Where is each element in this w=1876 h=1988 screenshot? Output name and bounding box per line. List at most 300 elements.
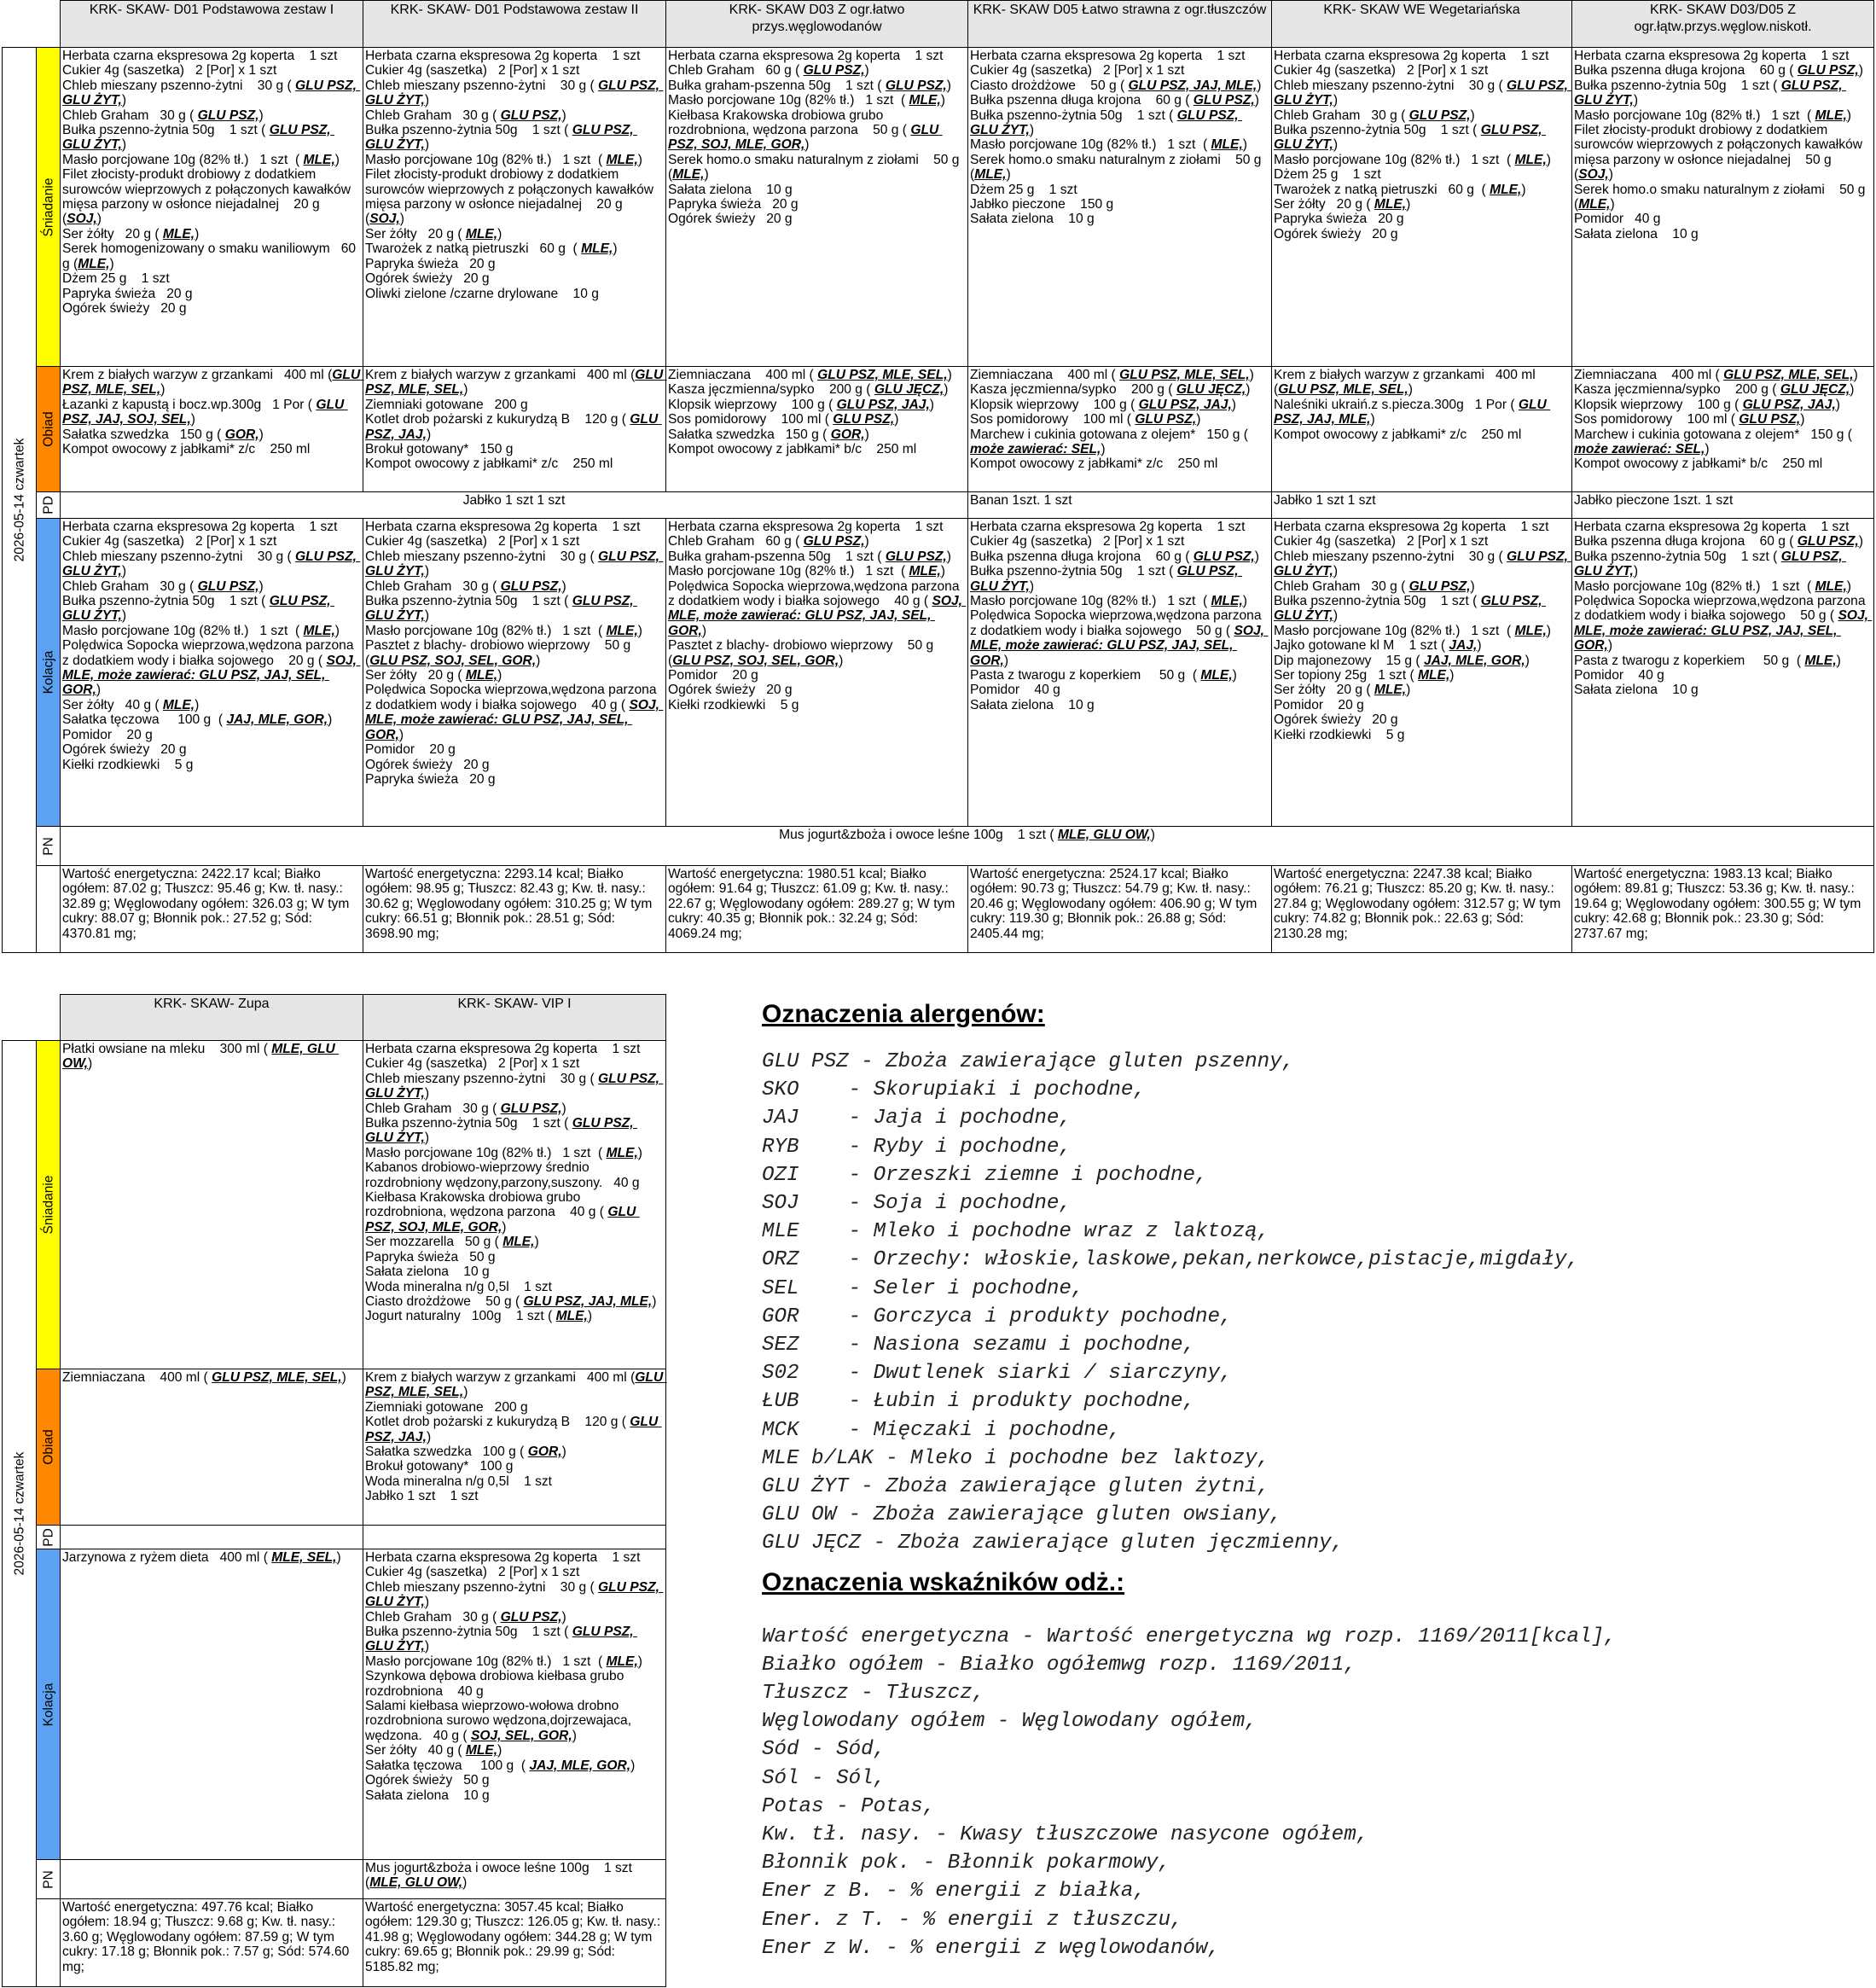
menu-item — [1274, 212, 1570, 226]
menu-item-text: Herbata czarna ekspresowa 2g koperta 1 szt — [62, 49, 338, 63]
allergen-codes: SOJ, MLE, może zawierać: GLU PSZ, JAJ, SEL, GOR, — [668, 594, 967, 638]
menu-item-text: Masło porcjowane 10g (82% tł.) 1 szt ( — [365, 623, 607, 638]
menu-item-text: Szynkowa dębowa drobiowa kiełbasa grubo rozdrobniona 40 g — [365, 1669, 628, 1699]
menu-item — [62, 828, 1872, 842]
menu-item-text: Masło porcjowane 10g (82% tł.) 1 szt ( — [1574, 108, 1815, 123]
legend-line: GLU PSZ - Zboża zawierające gluten pszenny, — [762, 1050, 1295, 1073]
allergen-codes: MLE, — [1578, 197, 1611, 212]
menu-item-suffix: ) — [940, 564, 945, 579]
menu-item-text: Serek homo.o smaku naturalnym z ziołami 50 g ( — [1574, 182, 1869, 212]
menu-item — [1574, 668, 1872, 683]
menu-item-text: Brokuł gotowany* 100 g — [365, 1459, 514, 1474]
menu-item-suffix: ) — [637, 623, 642, 638]
menu-item-text: Bułka pszenno-żytnia 50g 1 szt ( — [1274, 123, 1481, 138]
menu-item-text: Ogórek świeży 20 g — [62, 742, 187, 758]
menu-item — [1574, 683, 1872, 697]
menu-item — [1274, 78, 1570, 108]
allergen-codes: MLE, — [465, 1743, 498, 1758]
menu-item-text: Polędwica Sopocka wieprzowa,wędzona parzona z dodatkiem wody i białka sojowego 50 g ( — [1574, 594, 1869, 624]
allergen-codes: GLU PSZ, — [500, 1609, 562, 1625]
allergen-codes: GLU PSZ, JAJ, — [1138, 397, 1232, 412]
menu-item-text: Masło porcjowane 10g (82% tł.) 1 szt ( — [668, 564, 909, 579]
menu-item-text: Herbata czarna ekspresowa 2g koperta 1 szt — [365, 520, 641, 534]
menu-item — [970, 183, 1269, 197]
menu-item — [1274, 683, 1570, 697]
menu-item-text: Chleb mieszany pszenno-żytni 30 g ( — [365, 549, 599, 564]
menu-item — [1274, 549, 1570, 579]
menu-item-text: Ogórek świeży 50 g — [365, 1773, 490, 1788]
legend-line: Wartość energetyczna - Wartość energetyczna wg rozp. 1169/2011[kcal], — [762, 1625, 1617, 1648]
menu-item — [365, 1235, 664, 1249]
menu-item-text: Ser żółty 20 g ( — [365, 226, 466, 241]
meal-label-snack — [37, 492, 61, 519]
meal-cell — [666, 367, 968, 492]
menu-item — [1274, 534, 1570, 549]
menu-item-suffix: ) — [561, 578, 566, 594]
meal-cell — [968, 519, 1272, 827]
menu-item-suffix: ) — [1231, 397, 1236, 412]
menu-item — [365, 49, 664, 63]
nutrition-cell: Wartość energetyczna: 1980.51 kcal; Białko ogółem: 91.64 g; Tłuszcz: 61.09 g; Kw. tł. nasy.: 22.67 g; Węglowodany ogółem: 289.27 g; W tym cukry: 40.35 g; Błonnik pok.: 32.24 g; Sód: 4069.24 mg; — [666, 866, 968, 953]
menu-item — [1274, 108, 1570, 123]
allergen-codes: może zawierać: SEL, — [1574, 442, 1705, 457]
menu-item-suffix: ) — [1858, 534, 1863, 549]
menu-item-suffix: ) — [426, 1429, 432, 1444]
menu-item-suffix: ) — [1449, 668, 1455, 683]
menu-item-suffix: ) — [160, 382, 166, 398]
menu-item — [62, 153, 361, 167]
menu-item-text: Naleśniki ukraiń.z s.piecza.300g 1 Por ( — [1274, 397, 1519, 412]
menu-item — [365, 398, 664, 412]
menu-item-text: Woda mineralna n/g 0,5l 1 szt — [365, 1474, 553, 1489]
menu-item-suffix: ) — [1249, 368, 1254, 382]
menu-item-suffix: ) — [1406, 683, 1411, 698]
menu-item-text: Polędwica Sopocka wieprzowa,wędzona parzona z dodatkiem wody i białka sojowego 40 g ( — [668, 578, 963, 609]
menu-item-text: Bułka pszenna długa krojona 60 g ( — [970, 549, 1194, 564]
menu-item — [62, 534, 361, 549]
menu-item — [62, 758, 361, 772]
menu-item-text: Ogórek świeży 20 g — [1274, 226, 1398, 241]
menu-item-suffix: ) — [424, 137, 430, 153]
menu-item — [62, 579, 361, 594]
menu-item-suffix: ) — [1608, 167, 1613, 183]
menu-item — [62, 287, 361, 301]
menu-item-text: Kotlet drob pożarski z kukurydzą B 120 g ( — [365, 1415, 630, 1430]
diet-header: KRK- SKAW D05 Łatwo strawna z ogr.tłuszczów — [968, 1, 1272, 48]
menu-item-suffix: ) — [1850, 382, 1855, 398]
menu-item-text: Masło porcjowane 10g (82% tł.) 1 szt ( — [365, 1145, 607, 1160]
menu-item — [668, 197, 966, 212]
allergen-codes: GLU PSZ, GLU ŻYT, — [1574, 549, 1846, 579]
menu-item-text: Filet złocisty-produkt drobiowy z dodatkiem surowców wieprzowych z połączonych kawałków mięsa parzony w osłonce niejadalnej 20 g ( — [365, 167, 658, 227]
menu-item — [1274, 398, 1570, 427]
meal-cell — [968, 367, 1272, 492]
menu-item — [365, 1743, 664, 1758]
allergen-codes: MLE, — [465, 668, 498, 683]
menu-item-suffix: ) — [1196, 412, 1201, 427]
menu-item-text: Sałata zielona 10 g — [365, 1787, 490, 1803]
menu-item-suffix: ) — [1333, 137, 1339, 153]
menu-item — [668, 63, 966, 78]
menu-item — [365, 668, 664, 683]
menu-item-text: Chleb Graham 30 g ( — [365, 108, 501, 123]
menu-item — [970, 78, 1269, 93]
menu-item-suffix: ) — [88, 1056, 93, 1072]
menu-item — [62, 624, 361, 638]
menu-item — [365, 1056, 664, 1071]
menu-item — [668, 579, 966, 639]
meal-cell — [666, 519, 968, 827]
allergen-codes: MLE, — [1815, 578, 1847, 594]
menu-item — [1274, 227, 1570, 241]
blank-label — [37, 866, 61, 953]
menu-item-text: Łazanki z kapustą i bocz.wp.300g 1 Por ( — [62, 397, 317, 412]
menu-item-text: Ser żółty 20 g ( — [1274, 683, 1374, 698]
legend-line: MLE b/LAK - Mleko i pochodne bez laktozy, — [762, 1446, 1270, 1470]
menu-item-text: Chleb mieszany pszenno-żytni 30 g ( — [365, 1071, 599, 1086]
meal-cell — [1572, 367, 1874, 492]
menu-item-suffix: ) — [864, 534, 869, 549]
menu-item — [970, 398, 1269, 412]
menu-item-text: Sos pomidorowy 100 ml ( — [970, 412, 1135, 427]
menu-item-text: Twarożek z natką pietruszki 60 g ( — [1274, 182, 1490, 197]
menu-item-text: Sos pomidorowy 100 ml ( — [668, 412, 833, 427]
legend-line: S02 - Dwutlenek siarki / siarczyny, — [762, 1362, 1233, 1386]
menu-item-suffix: ) — [1408, 382, 1413, 398]
menu-item — [1274, 368, 1570, 398]
menu-item-suffix: ) — [399, 212, 404, 227]
corner-blank — [37, 995, 61, 1041]
menu-item — [365, 63, 664, 78]
menu-item — [970, 534, 1269, 549]
menu-item — [668, 442, 966, 456]
menu-item — [668, 398, 966, 412]
menu-item-suffix: ) — [1607, 638, 1613, 654]
menu-item-text: Cukier 4g (saszetka) 2 [Por] x 1 szt — [365, 1565, 580, 1580]
menu-item — [365, 1415, 664, 1444]
menu-item-text: Ciasto drożdżowe 50 g ( — [365, 1293, 524, 1309]
menu-item-text: Sałatka tęczowa 100 g ( — [62, 712, 227, 728]
allergen-codes: MLE, — [78, 256, 110, 271]
menu-item-text: Sałatka szwedzka 150 g ( — [62, 427, 225, 442]
menu-item-suffix: ) — [947, 368, 952, 382]
allergen-codes: GLU PSZ, GLU ŻYT, — [1274, 594, 1546, 624]
allergen-codes: MLE, — [1418, 668, 1450, 683]
menu-item-text: Kasza jęczmienna/sypko 200 g ( — [970, 382, 1176, 398]
menu-item — [62, 1042, 361, 1072]
menu-item — [365, 638, 664, 668]
menu-item-text: Papryka świeża 20 g — [365, 771, 496, 787]
menu-table-main — [2, 0, 1874, 953]
allergen-codes: MLE, — [555, 1309, 588, 1324]
menu-item-suffix: ) — [1246, 382, 1251, 398]
menu-item-text: Sałata zielona 10 g — [970, 697, 1095, 712]
menu-item-text: Cukier 4g (saszetka) 2 [Por] x 1 szt — [365, 1056, 580, 1072]
allergen-codes: GLU PSZ, — [1739, 412, 1801, 427]
legend-line: Węglowodany ogółem - Węglowodany ogółem, — [762, 1710, 1257, 1734]
legend-line: Białko ogółem - Białko ogółemwg rozp. 1169/2011, — [762, 1653, 1356, 1677]
menu-item-text: Pomidor 40 g — [1574, 668, 1664, 683]
menu-item-text: Masło porcjowane 10g (82% tł.) 1 szt ( — [668, 93, 909, 108]
menu-item-text: Sos pomidorowy 100 ml ( — [1574, 412, 1740, 427]
menu-item-text: Sałatka szwedzka 150 g ( — [668, 427, 831, 442]
allergen-codes: MLE, — [162, 226, 195, 241]
legend — [762, 998, 1871, 1962]
menu-item-suffix: ) — [637, 1654, 642, 1669]
menu-item — [365, 1699, 664, 1743]
menu-item-text: Salami kiełbasa wieprzowo-wołowa drobno rozdrobniona surowo wędzona,dojrzewajaca, wędzona. 40 g ( — [365, 1699, 636, 1743]
menu-item-text: Masło porcjowane 10g (82% tł.) 1 szt ( — [970, 137, 1211, 153]
menu-item — [62, 712, 361, 727]
menu-item-text: Cukier 4g (saszetka) 2 [Por] x 1 szt — [970, 63, 1185, 78]
allergen-codes: GLU PSZ, — [1797, 63, 1859, 78]
menu-item-text: Chleb Graham 60 g ( — [668, 63, 804, 78]
menu-item-text: Bułka pszenno-żytnia 50g 1 szt ( — [1274, 594, 1481, 609]
allergen-codes: MLE, — [1514, 623, 1547, 638]
menu-item-suffix: ) — [1800, 412, 1805, 427]
menu-item-text: Kasza jęczmienna/sypko 200 g ( — [1574, 382, 1780, 398]
menu-item-text: Herbata czarna ekspresowa 2g koperta 1 szt — [1274, 49, 1549, 63]
menu-item-text: Pasztet z blachy- drobiowo wieprzowy 50 g ( — [668, 638, 938, 668]
menu-item — [668, 212, 966, 226]
menu-item — [970, 520, 1269, 534]
allergen-codes: MLE, — [1804, 653, 1837, 668]
allergen-codes: GLU PSZ, MLE, SEL, — [817, 368, 948, 382]
nutrition-cell: Wartość energetyczna: 2247.38 kcal; Białko ogółem: 76.21 g; Tłuszcz: 85.20 g; Kw. tł. nasy.: 27.84 g; Węglowodany ogółem: 312.57 g; W tym cukry: 74.82 g; Błonnik pok.: 22.63 g; Sód: 2130.28 mg; — [1272, 866, 1572, 953]
allergen-codes: GLU PSZ, MLE, SEL, — [212, 1370, 342, 1385]
menu-item-text: Masło porcjowane 10g (82% tł.) 1 szt ( — [365, 1654, 607, 1669]
menu-item-suffix: ) — [561, 1609, 566, 1625]
menu-item — [668, 78, 966, 93]
menu-item-text: Ser żółty 20 g ( — [62, 226, 163, 241]
menu-item-text: Klopsik wieprzowy 100 g ( — [1574, 397, 1743, 412]
menu-item-text: Sałata zielona 10 g — [668, 182, 793, 197]
allergen-codes: GLU PSZ, SOJ, MLE, GOR, — [668, 123, 943, 153]
menu-item — [365, 368, 667, 398]
menu-item — [365, 1146, 664, 1160]
menu-item-text: Bułka pszenno-żytnia 50g 1 szt ( — [970, 564, 1177, 579]
snack-cell — [61, 1526, 363, 1549]
menu-item-text: Sałatka szwedzka 100 g ( — [365, 1444, 528, 1460]
menu-item-suffix: ) — [1254, 549, 1259, 564]
allergen-codes: GLU PSZ, GLU ŻYT, — [62, 123, 334, 153]
menu-item — [970, 153, 1269, 183]
menu-item-text: Herbata czarna ekspresowa 2g koperta 1 szt — [365, 1550, 641, 1565]
menu-item-text: Kompot owocowy z jabłkami* z/c 250 ml — [365, 456, 613, 472]
allergen-codes: GLU PSZ, — [1193, 549, 1255, 564]
diet-header: KRK- SKAW- Zupa — [61, 995, 363, 1041]
menu-item — [365, 1264, 664, 1279]
menu-item-text: Bułka pszenno-żytnia 50g 1 szt ( — [365, 1116, 572, 1131]
corner-blank — [3, 995, 37, 1041]
menu-item-suffix: ) — [1370, 412, 1375, 427]
menu-item — [365, 1250, 664, 1264]
allergen-codes: SOJ, — [1578, 167, 1609, 183]
menu-item — [970, 412, 1269, 427]
menu-item — [668, 183, 966, 197]
menu-item — [970, 683, 1269, 697]
meal-cell — [1272, 519, 1572, 827]
date-label: 2026-05-14 czwartek — [11, 1451, 26, 1576]
allergen-codes: GLU PSZ, JAJ, — [365, 1415, 662, 1444]
menu-item-suffix: ) — [1257, 78, 1262, 93]
meal-label-breakfast — [37, 1041, 61, 1369]
menu-item — [668, 412, 966, 427]
meal-cell — [363, 519, 666, 827]
menu-item — [365, 1474, 664, 1489]
menu-item-suffix: ) — [334, 623, 340, 638]
allergen-codes: GLU PSZ, GLU ŻYT, — [62, 594, 334, 624]
meal-label-text: PN — [40, 1869, 55, 1889]
menu-item — [365, 1489, 664, 1503]
menu-item-text: Ser żółty 40 g ( — [62, 697, 163, 712]
menu-item-suffix: ) — [424, 1086, 430, 1102]
diet-header: KRK- SKAW- D01 Podstawowa zestaw I — [61, 1, 363, 48]
menu-item — [970, 668, 1269, 683]
allergen-codes: GOR, — [527, 1444, 562, 1460]
menu-item-text: Krem z białych warzyw z grzankami 400 ml ( — [1274, 368, 1540, 398]
meal-label-snack — [37, 1526, 61, 1549]
menu-item — [1274, 594, 1570, 624]
meal-label-text: Śniadanie — [40, 177, 55, 236]
menu-item-text: Klopsik wieprzowy 100 g ( — [970, 397, 1139, 412]
menu-item — [970, 564, 1269, 594]
snack-cell — [363, 1526, 666, 1549]
menu-item-text: Oliwki zielone /czarne drylowane 10 g — [365, 286, 599, 301]
legend-line: ORZ - Orzechy: włoskie,laskowe,pekan,nerkowce,pistacje,migdały, — [762, 1248, 1579, 1272]
meal-cell — [1272, 48, 1572, 367]
menu-item-suffix: ) — [497, 668, 502, 683]
menu-item-text: Cukier 4g (saszetka) 2 [Por] x 1 szt — [62, 534, 277, 549]
meal-label-text: Obiad — [40, 1429, 55, 1465]
menu-item-suffix: ) — [1705, 442, 1710, 457]
menu-item — [668, 520, 966, 534]
menu-item-suffix: ) — [561, 1444, 566, 1460]
menu-item — [1274, 520, 1570, 534]
legend-line: RYB - Ryby i pochodne, — [762, 1135, 1072, 1159]
menu-item — [365, 1625, 664, 1654]
menu-item-text: Masło porcjowane 10g (82% tł.) 1 szt ( — [365, 152, 607, 167]
allergen-codes: GLU PSZ, MLE, SEL, — [1119, 368, 1250, 382]
menu-item-text: Papryka świeża 20 g — [365, 256, 496, 271]
allergen-codes: MLE, — [1815, 108, 1847, 123]
menu-item-suffix: ) — [1150, 828, 1155, 842]
menu-item-text: Herbata czarna ekspresowa 2g koperta 1 szt — [1574, 49, 1850, 63]
menu-item — [365, 1309, 664, 1323]
menu-item — [365, 549, 664, 579]
menu-item-suffix: ) — [534, 1235, 539, 1250]
menu-item-text: Cukier 4g (saszetka) 2 [Por] x 1 szt — [970, 534, 1185, 549]
snack-cell: Jabłko pieczone 1szt. 1 szt — [1572, 492, 1874, 519]
menu-item-text: Filet złocisty-produkt drobiowy z dodatkiem surowców wieprzowych z połączonych kawałków mięsa parzony w osłonce niejadalnej 20 g ( — [62, 167, 355, 227]
menu-item-text: Klopsik wieprzowy 100 g ( — [668, 397, 837, 412]
menu-item-text: Bułka pszenna długa krojona 60 g ( — [1574, 63, 1798, 78]
meal-label-text: PD — [40, 496, 55, 514]
meal-cell — [666, 48, 968, 367]
menu-item-text: Sałatka tęczowa 100 g ( — [365, 1758, 530, 1773]
allergen-codes: GLU PSZ, SOJ, SEL, GOR, — [369, 653, 537, 668]
meal-cell — [363, 1041, 666, 1369]
menu-item-text: Sałata zielona 10 g — [1574, 683, 1699, 698]
menu-item — [1574, 412, 1872, 427]
allergen-codes: GLU PSZ, JAJ, MLE, — [523, 1293, 653, 1309]
menu-item-text: Jabłko 1 szt 1 szt — [365, 1489, 479, 1504]
menu-item — [1574, 594, 1872, 654]
menu-item — [1574, 427, 1872, 457]
meal-label-night-snack — [37, 1860, 61, 1899]
menu-item-suffix: ) — [804, 137, 810, 153]
menu-item — [1574, 63, 1872, 78]
allergen-codes: GLU PSZ, MLE, SEL, — [62, 368, 364, 398]
night-snack-cell — [61, 827, 1874, 866]
menu-item-text: Pomidor 20 g — [365, 742, 456, 758]
nutrition-cell: Wartość energetyczna: 2422.17 kcal; Białko ogółem: 87.02 g; Tłuszcz: 95.46 g; Kw. tł. nasy.: 32.89 g; Węglowodany ogółem: 326.03 g; W tym cukry: 88.07 g; Błonnik pok.: 27.52 g; Sód: 4370.81 mg; — [61, 866, 363, 953]
menu-item-text: Kiełki rzodkiewki 5 g — [1274, 727, 1405, 742]
allergen-codes: GLU PSZ, MLE, SEL, — [1723, 368, 1854, 382]
allergen-codes: MLE, SEL, — [271, 1550, 337, 1565]
menu-item-text: Masło porcjowane 10g (82% tł.) 1 szt ( — [62, 152, 304, 167]
menu-item-suffix: ) — [426, 427, 432, 442]
legend-line: ŁUB - Łubin i produkty pochodne, — [762, 1390, 1196, 1414]
allergen-codes: SOJ, — [67, 212, 97, 227]
menu-item — [668, 638, 966, 668]
menu-item — [970, 197, 1269, 212]
menu-item — [1274, 698, 1570, 712]
allergen-codes: MLE, — [581, 241, 613, 257]
menu-item — [668, 368, 966, 382]
date-cell — [3, 48, 37, 953]
allergen-codes: może zawierać: SEL, — [970, 442, 1101, 457]
menu-item-suffix: ) — [1470, 108, 1475, 123]
menu-item — [365, 1580, 664, 1610]
allergen-codes: JAJ, MLE, GOR, — [1423, 653, 1525, 668]
allergen-codes: GLU PSZ, GLU ŻYT, — [365, 1071, 664, 1102]
menu-item-text: Krem z białych warzyw z grzankami 400 ml ( — [365, 1370, 636, 1385]
nutrition-cell: Wartość energetyczna: 2293.14 kcal; Białko ogółem: 98.95 g; Tłuszcz: 82.43 g; Kw. tł. nasy.: 30.62 g; Węglowodany ogółem: 310.25 g; W tym cukry: 66.51 g; Błonnik pok.: 28.51 g; Sód: 3698.90 mg; — [363, 866, 666, 953]
menu-item — [1274, 49, 1570, 63]
meal-label-text: Kolacja — [40, 650, 55, 695]
menu-item-text: Pomidor 20 g — [1274, 697, 1364, 712]
allergen-codes: MLE, — [303, 152, 335, 167]
legend-line: GLU ŻYT - Zboża zawierające gluten żytni, — [762, 1475, 1270, 1499]
menu-item — [365, 412, 664, 442]
allergen-codes: GLU PSZ, GLU ŻYT, — [365, 594, 637, 624]
allergen-codes: GLU PSZ, GLU ŻYT, — [365, 1625, 637, 1654]
menu-item-text: Chleb mieszany pszenno-żytni 30 g ( — [62, 549, 296, 564]
menu-item-suffix: ) — [336, 1550, 341, 1565]
menu-item — [365, 1370, 667, 1400]
menu-item — [668, 549, 966, 564]
menu-item-suffix: ) — [341, 1370, 346, 1385]
menu-item — [970, 549, 1269, 564]
allergen-codes: GLU PSZ, — [803, 534, 865, 549]
nutrition-cell: Wartość energetyczna: 1983.13 kcal; Białko ogółem: 89.81 g; Tłuszcz: 53.36 g; Kw. tł. nasy.: 19.64 g; Węglowodany ogółem: 300.55 g; W tym cukry: 42.68 g; Błonnik pok.: 23.30 g; Sód: 2737.67 mg; — [1572, 866, 1874, 953]
menu-item — [365, 772, 664, 787]
allergen-codes: GLU PSZ, JAJ, MLE, — [1128, 78, 1257, 93]
menu-item-text: Ogórek świeży 20 g — [668, 212, 793, 227]
menu-item-suffix: ) — [463, 1385, 468, 1400]
menu-item — [365, 78, 664, 108]
allergen-codes: GLU PSZ, GLU ŻYT, — [365, 78, 664, 108]
menu-item-text: Chleb Graham 60 g ( — [668, 534, 804, 549]
menu-item-text: Cukier 4g (saszetka) 2 [Por] x 1 szt — [365, 63, 580, 78]
menu-item-text: Pomidor 40 g — [1574, 212, 1661, 227]
allergen-codes: GLU PSZ, JAJ, MLE, — [1274, 397, 1551, 427]
menu-item-suffix: ) — [1254, 93, 1259, 108]
allergen-codes: MLE, — [1200, 668, 1233, 683]
menu-item-text: Herbata czarna ekspresowa 2g koperta 1 szt — [668, 520, 944, 534]
menu-item-text: Masło porcjowane 10g (82% tł.) 1 szt ( — [62, 623, 304, 638]
